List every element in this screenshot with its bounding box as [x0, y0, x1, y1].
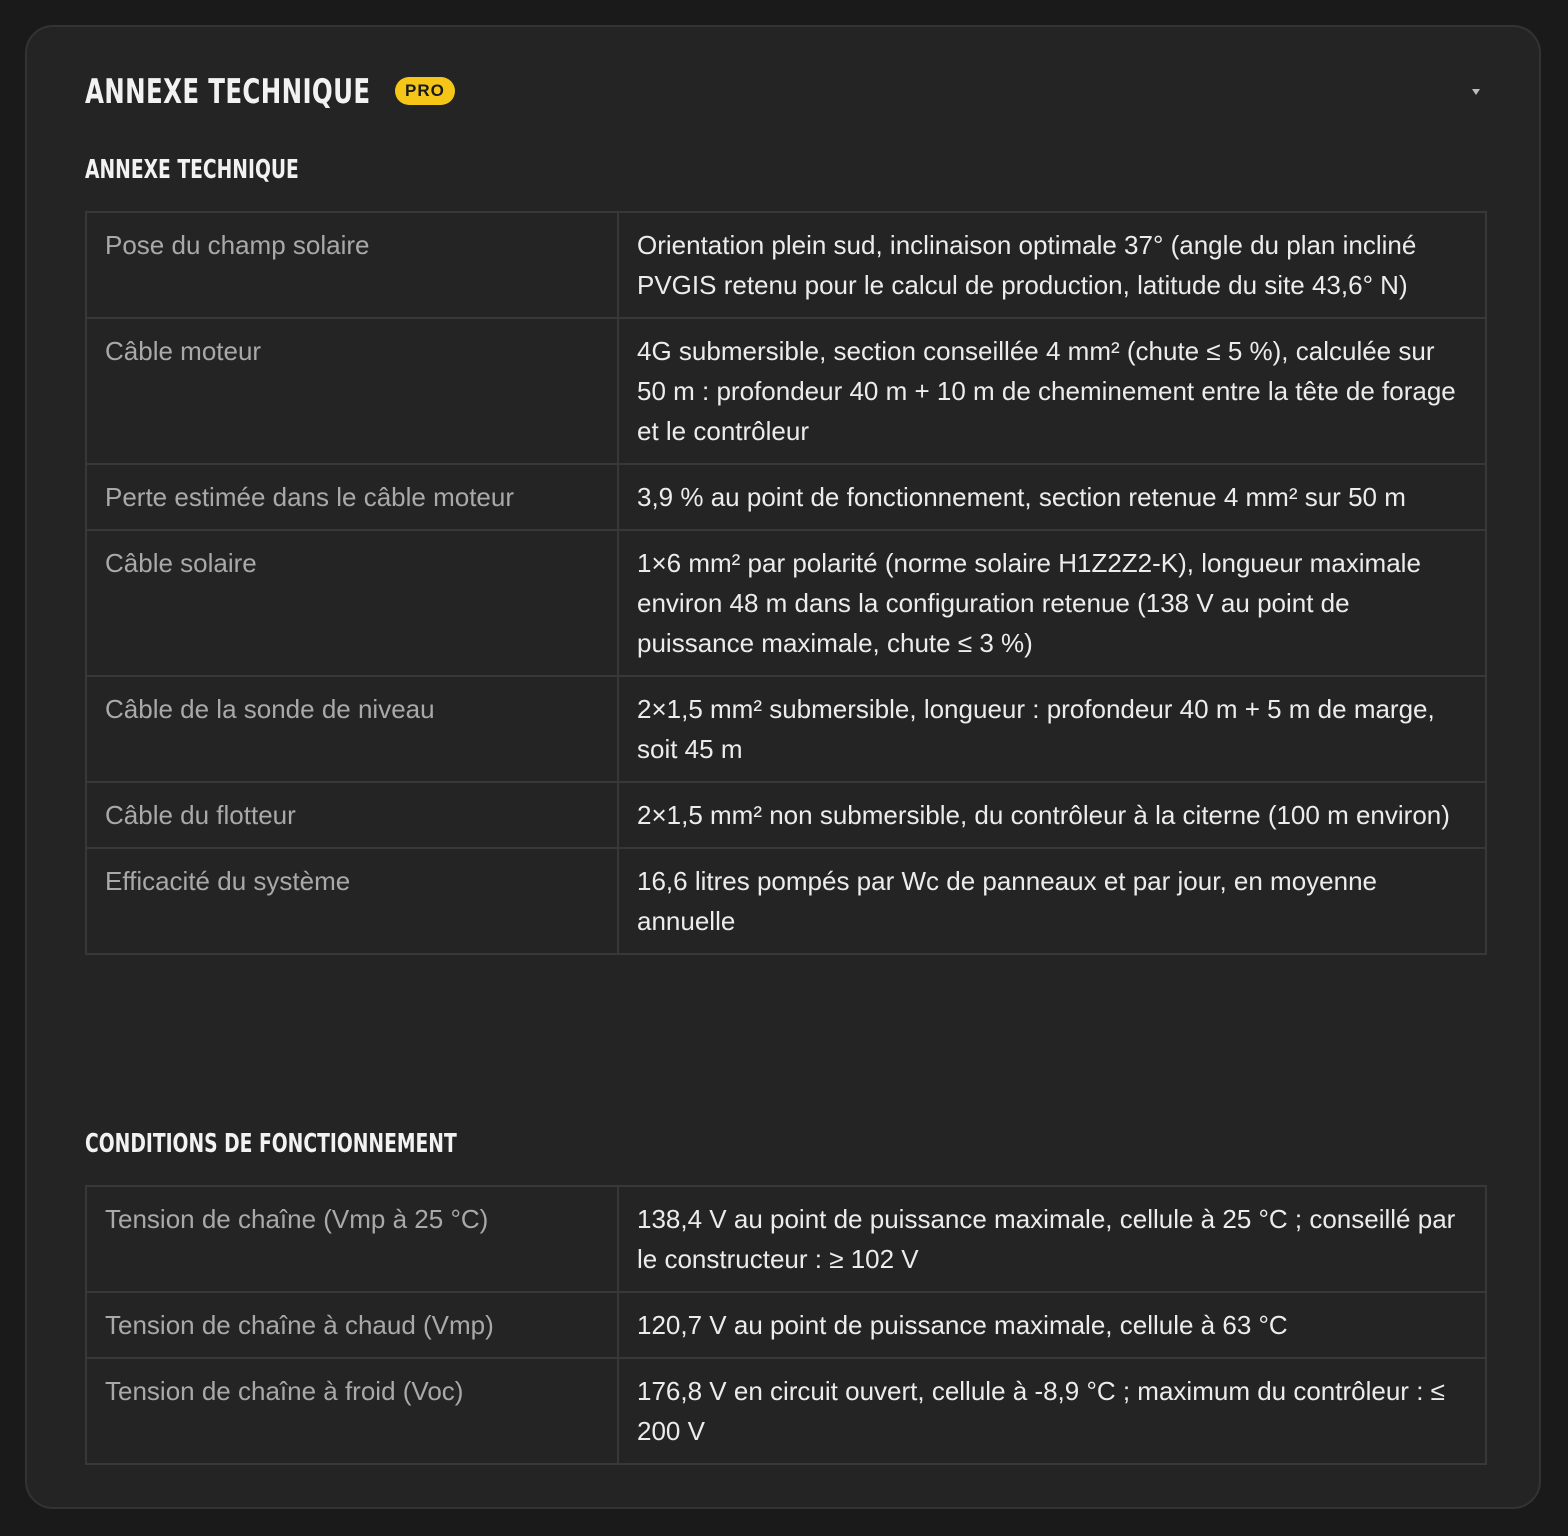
caret-down-icon: [1471, 83, 1481, 101]
row-label: Câble solaire: [86, 530, 618, 676]
section-title-annex: ANNEXE TECHNIQUE: [85, 155, 299, 185]
row-value: 4G submersible, section conseillée 4 mm² (chute ≤ 5 %), calculée sur 50 m : profondeur 40 m + 10 m de cheminement entre la tête de forage et le contrôleur: [618, 318, 1486, 464]
table-row: [86, 318, 1486, 464]
row-label: Câble moteur: [86, 318, 618, 464]
table-row: [86, 1358, 1486, 1464]
row-value: 1×6 mm² par polarité (norme solaire H1Z2Z2-K), longueur maximale environ 48 m dans la configuration retenue (138 V au point de puissance maximale, chute ≤ 3 %): [618, 530, 1486, 676]
row-value: 138,4 V au point de puissance maximale, cellule à 25 °C ; conseillé par le constructeur : ≥ 102 V: [618, 1186, 1486, 1292]
row-value: 2×1,5 mm² non submersible, du contrôleur à la citerne (100 m environ): [618, 782, 1486, 848]
technical-annex-card: [25, 25, 1541, 1509]
table-row: [86, 782, 1486, 848]
row-label: Câble de la sonde de niveau: [86, 676, 618, 782]
row-label: Tension de chaîne (Vmp à 25 °C): [86, 1186, 618, 1292]
row-value: 3,9 % au point de fonctionnement, section retenue 4 mm² sur 50 m: [618, 464, 1486, 530]
table-row: [86, 1292, 1486, 1358]
table-row: [86, 676, 1486, 782]
table-row: [86, 1186, 1486, 1292]
card-header[interactable]: [85, 71, 481, 113]
pro-badge: PRO: [395, 77, 455, 105]
table-row: [86, 530, 1486, 676]
table-row: [86, 848, 1486, 954]
card-title: ANNEXE TECHNIQUE: [85, 72, 371, 112]
section-title-conditions: CONDITIONS DE FONCTIONNEMENT: [85, 1129, 457, 1159]
row-label: Perte estimée dans le câble moteur: [86, 464, 618, 530]
collapse-toggle[interactable]: [1469, 85, 1483, 99]
row-value: 2×1,5 mm² submersible, longueur : profondeur 40 m + 5 m de marge, soit 45 m: [618, 676, 1486, 782]
table-row: [86, 212, 1486, 318]
row-value: 176,8 V en circuit ouvert, cellule à -8,9 °C ; maximum du contrôleur : ≤ 200 V: [618, 1358, 1486, 1464]
table-row: [86, 464, 1486, 530]
row-value: 16,6 litres pompés par Wc de panneaux et par jour, en moyenne annuelle: [618, 848, 1486, 954]
row-label: Efficacité du système: [86, 848, 618, 954]
row-label: Pose du champ solaire: [86, 212, 618, 318]
row-label: Tension de chaîne à chaud (Vmp): [86, 1292, 618, 1358]
row-value: 120,7 V au point de puissance maximale, cellule à 63 °C: [618, 1292, 1486, 1358]
annex-table: [85, 211, 1487, 955]
row-label: Tension de chaîne à froid (Voc): [86, 1358, 618, 1464]
row-label: Câble du flotteur: [86, 782, 618, 848]
conditions-table: [85, 1185, 1487, 1465]
row-value: Orientation plein sud, inclinaison optimale 37° (angle du plan incliné PVGIS retenu pour le calcul de production, latitude du site 43,6° N): [618, 212, 1486, 318]
